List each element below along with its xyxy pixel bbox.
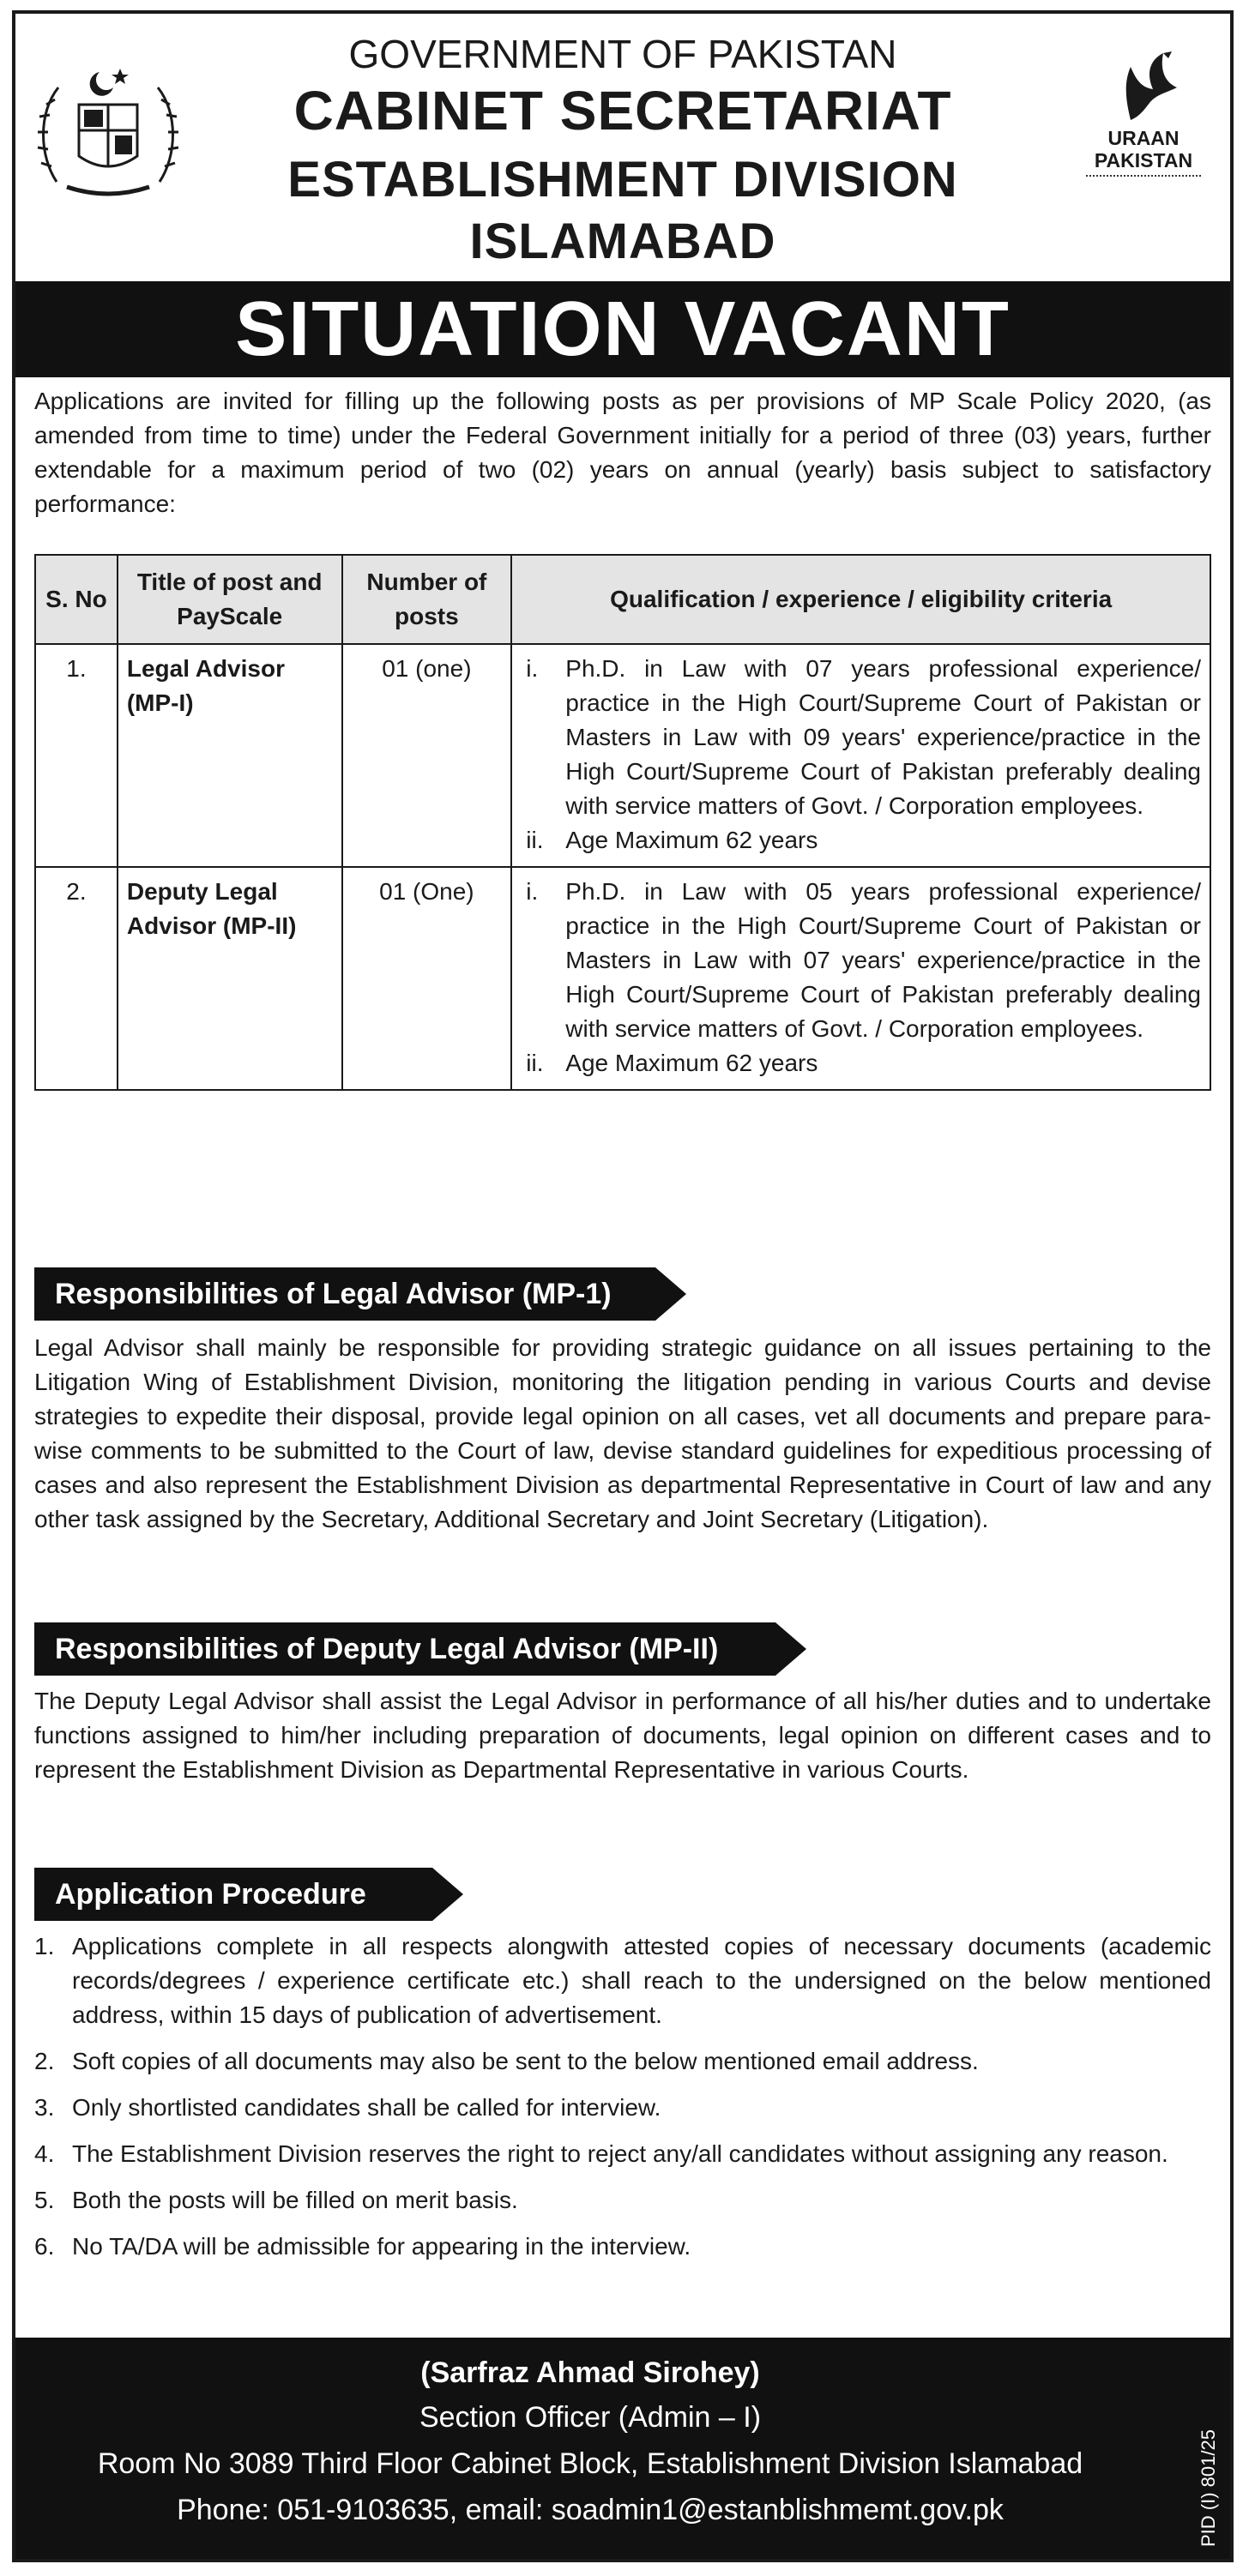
item-number: 3. [34, 2094, 55, 2121]
item-number: 5. [34, 2187, 55, 2213]
row-title: Deputy Legal Advisor (MP-II) [118, 867, 342, 1090]
situation-vacant-banner: SITUATION VACANT [15, 281, 1230, 377]
contact-details: Phone: 051-9103635, email: soadmin1@estanblishmemt.gov.pk [177, 2494, 1004, 2526]
table-header-row [35, 555, 1210, 644]
advertisement-frame [12, 10, 1234, 2562]
deputy-legal-advisor-responsibilities: The Deputy Legal Advisor shall assist the Legal Advisor in performance of all his/her duties and to undertake functions assigned to him/her including preparation of documents, legal opinion on different cases and to represent the Establishment Division as Departmental Representative in various Courts. [34, 1688, 1211, 1783]
item-number: 4. [34, 2140, 55, 2167]
criteria-text: Age Maximum 62 years [565, 827, 818, 853]
procedure-list [34, 1929, 1211, 2276]
uraan-pakistan-logo [1071, 48, 1216, 211]
pakistan-text: PAKISTAN [1094, 149, 1193, 172]
item-text: Only shortlisted candidates shall be called for interview. [72, 2094, 661, 2121]
list-item [34, 1929, 1211, 2032]
criteria-item [521, 875, 1201, 1046]
office-address: Room No 3089 Third Floor Cabinet Block, Establishment Division Islamabad [97, 2447, 1083, 2480]
criteria-number: i. [526, 655, 539, 682]
officer-name: (Sarfraz Ahmad Sirohey) [420, 2356, 760, 2389]
table-row [35, 644, 1210, 867]
table-row [35, 867, 1210, 1090]
criteria-item [521, 823, 1201, 858]
row-posts: 01 (One) [342, 867, 512, 1090]
criteria-number: ii. [526, 1050, 544, 1076]
division-title: ESTABLISHMENT DIVISION [287, 152, 958, 208]
criteria-text: Age Maximum 62 years [565, 1050, 818, 1076]
item-number: 6. [34, 2233, 55, 2260]
item-text: Both the posts will be filled on merit basis. [72, 2187, 518, 2213]
header-title: Title of post and PayScale [118, 555, 342, 644]
section-heading-text: Application Procedure [55, 1878, 366, 1911]
uraan-text: URAAN [1107, 127, 1180, 149]
list-item [34, 2091, 1211, 2125]
section-heading-application-procedure [34, 1868, 463, 1921]
section-heading-deputy-legal-advisor [34, 1622, 806, 1676]
row-criteria [511, 644, 1210, 867]
row-criteria [511, 867, 1210, 1090]
item-number: 2. [34, 2048, 55, 2074]
row-sno: 1. [35, 644, 118, 867]
header-criteria: Qualification / experience / eligibility criteria [511, 555, 1210, 644]
criteria-text: Ph.D. in Law with 07 years professional experience/ practice in the High Court/Supreme Court of Pakistan or Masters in Law with 09 years' experience/practice in the High Court/Supreme Court of Pakistan preferably dealing with service matters of Govt. / Corporation employees. [565, 655, 1201, 819]
cabinet-title: CABINET SECRETARIAT [293, 80, 952, 141]
intro-paragraph: Applications are invited for filling up the following posts as per provisions of MP Scale Policy 2020, (as amended from time to time) under the Federal Government initially for a period of three (03) years, further extendable for a maximum period of two (02) years on annual (yearly) basis subject to satisfactory performance: [34, 388, 1211, 517]
item-text: The Establishment Division reserves the right to reject any/all candidates without assigning any reason. [72, 2140, 1168, 2167]
criteria-text: Ph.D. in Law with 05 years professional experience/ practice in the High Court/Supreme Court of Pakistan or Masters in Law with 07 years' experience/practice in the High Court/Supreme Court of Pakistan preferably dealing with service matters of Govt. / Corporation employees. [565, 878, 1201, 1042]
list-item [34, 2044, 1211, 2079]
contact-footer [15, 2338, 1230, 2559]
section-heading-legal-advisor [34, 1267, 686, 1321]
pid-text: PID (I) 801/25 [1198, 2429, 1219, 2547]
legal-advisor-responsibilities: Legal Advisor shall mainly be responsible for providing strategic guidance on all issues pertaining to the Litigation Wing of Establishment Division, monitoring the litigation pending in various Courts and devise strategies to expedite their disposal, provide legal opinion on all cases, vet all documents and prepare para-wise comments to be submitted to the Court of law, devise standard guidelines for expeditious processing of cases and also represent the Establishment Division as departmental Representative in Court of law and any other task assigned by the Secretary, Additional Secretary and Joint Secretary (Litigation). [34, 1334, 1211, 1532]
row-posts: 01 (one) [342, 644, 512, 867]
row-sno: 2. [35, 867, 118, 1090]
bird-icon [1071, 48, 1216, 127]
section-heading-text: Responsibilities of Deputy Legal Advisor (MP-II) [55, 1633, 719, 1665]
header [15, 14, 1230, 281]
list-item [34, 2183, 1211, 2218]
government-title: GOVERNMENT OF PAKISTAN [348, 32, 897, 76]
item-number: 1. [34, 1933, 55, 1959]
pid-number [1192, 2429, 1227, 2549]
posts-table [34, 554, 1211, 1091]
city-title: ISLAMABAD [469, 214, 776, 269]
urdu-tagline-decoration [1086, 175, 1201, 184]
criteria-number: i. [526, 878, 539, 905]
criteria-number: ii. [526, 827, 544, 853]
officer-designation: Section Officer (Admin – I) [419, 2401, 762, 2434]
item-text: Applications complete in all respects alongwith attested copies of necessary documents (academic records/degrees / experience certificate etc.) shall reach to the undersigned on the below mentioned address, within 15 days of publication of advertisement. [72, 1933, 1211, 2028]
list-item [34, 2137, 1211, 2171]
header-sno: S. No [35, 555, 118, 644]
list-item [34, 2230, 1211, 2264]
criteria-item [521, 1046, 1201, 1080]
item-text: Soft copies of all documents may also be sent to the below mentioned email address. [72, 2048, 979, 2074]
section-heading-text: Responsibilities of Legal Advisor (MP-1) [55, 1278, 612, 1310]
item-text: No TA/DA will be admissible for appearing in the interview. [72, 2233, 691, 2260]
criteria-item [521, 652, 1201, 823]
header-posts: Number of posts [342, 555, 512, 644]
row-title: Legal Advisor (MP-I) [118, 644, 342, 867]
